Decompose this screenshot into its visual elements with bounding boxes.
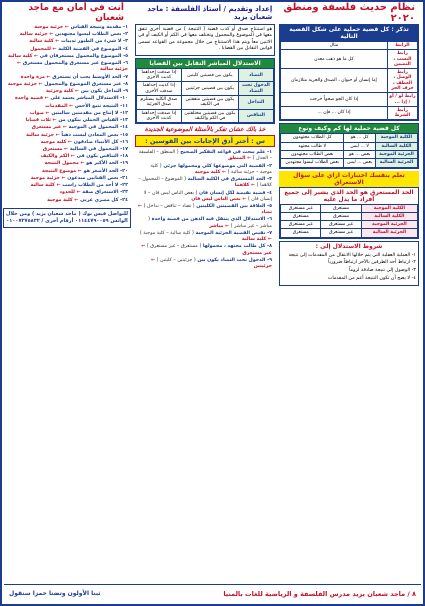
question-text: ١٧- المحمول في السالبة <box>68 146 128 152</box>
table-row <box>137 109 274 123</box>
question-options: ( كلية موجبة – جزئية سالبة ) <box>150 163 272 175</box>
list-item <box>6 32 128 38</box>
question-text: ٦- الاستدلال الذي ينتقل فيه الذهن من قضية واحدة <box>150 217 272 223</box>
list-item <box>138 217 272 229</box>
table-row <box>281 212 418 220</box>
answer-list <box>3 24 131 206</box>
row-subject: غير مستغرق <box>321 229 361 237</box>
question-text: ١- علم يبحث في قواعد التفكير الصحيح <box>178 150 272 156</box>
question-text: ١٦- كل الأنبياء صادقون <box>72 139 128 145</box>
question-options: ( مستغرق – غير مستغرق ) <box>145 244 202 250</box>
row-subject: مستغرق <box>321 204 361 212</box>
question-text: ١٥- بعض المعادن ليست ذهباً <box>59 132 128 138</box>
list-item <box>6 54 128 60</box>
table-row <box>281 159 418 167</box>
list-item: ١- العملية العقلية التي يتم خلالها الانتقال من المقدمات إلى نتيجة <box>288 252 416 258</box>
question-answer: ← جزئية موجبة <box>7 81 43 87</box>
question-text: ٨- كل طالب مجتهد ، محمولها <box>201 244 272 250</box>
question-text: ١٩- الحد الأكبر هو <box>84 161 128 167</box>
question-answer: ← صواب <box>29 110 50 116</box>
row-subject: مستغرق <box>321 212 361 220</box>
list-item <box>6 96 128 102</box>
question-answer: ← موضوع النتيجة <box>41 168 82 174</box>
list-item <box>6 198 128 204</box>
question-text: ١١- النتيجة تتبع الأخس <box>73 103 128 109</box>
question-answer: ← جزئية سالبة <box>19 32 54 38</box>
question-text: ٣- لا شيء من الطيور ثدييات <box>59 39 128 45</box>
list-item <box>6 75 128 81</box>
cond-title: شروط الاستدلال إلى : <box>315 242 383 250</box>
row-value: كل ما هو ذهب معدن <box>281 50 388 69</box>
question-text: ١٢- لا إنتاج من مقدمتين سالبتين <box>49 110 128 116</box>
list-item <box>6 39 128 45</box>
question-answer: ← جزئيتين <box>151 257 272 270</box>
list-item <box>6 169 128 175</box>
list-item <box>6 89 128 95</box>
row-label: الكلية السالبة <box>375 142 417 150</box>
question-text: ١٠- الاستدلال المباشر يعتمد على <box>48 96 128 102</box>
row-example: بعض الطلاب ليسوا مجتهدين <box>281 159 344 167</box>
table-row <box>281 50 418 69</box>
list-item <box>6 104 128 110</box>
question-text: ٦- الموضوع غير مستغرق والمحمول مستغرق <box>21 61 128 67</box>
opposition-table <box>136 68 274 123</box>
table-row <box>137 82 274 96</box>
list-item <box>6 133 128 139</box>
opposition-title: الاستدلال المباشر التقابل بين القضايا <box>136 59 274 68</box>
row-label: التضاد <box>238 68 273 82</box>
question-text: ٥- العلاقة بين القضيتين الكليتين <box>194 204 272 209</box>
question-options: ( الموضوع – المحمول – كلاهما ) <box>138 177 272 189</box>
list-item <box>6 25 128 31</box>
distribution-grid <box>280 204 418 238</box>
list-item <box>138 258 272 270</box>
mcq-banner: س : أختر أدق الإجابات بين القوسين : <box>135 135 275 147</box>
list-item <box>138 150 272 162</box>
row-predicate: مستغرق <box>281 212 321 220</box>
question-text: ١٣- القياس الحملي يتكون من <box>56 118 128 124</box>
table3-title: الحد المستغرق هو الحد الذي يشير إلى جميع أفراد ما يدل عليه <box>284 188 414 203</box>
row-label: التداخل <box>238 96 273 110</box>
question-answer: ← كلية موجبة <box>40 139 73 145</box>
table-row <box>281 69 418 93</box>
question-text: ٣- الحد المستغرق في الكلية السالبة <box>186 177 272 183</box>
row-label: الكلية السالبة <box>361 212 417 220</box>
table-row <box>281 42 418 50</box>
question-options: ( جزئيتين – كليتين ) <box>155 257 196 263</box>
table-row <box>281 229 418 237</box>
question-answer: ← ثلاث قضايا <box>25 118 57 124</box>
list-item <box>6 176 128 182</box>
question-answer: ← للمحمول <box>30 46 57 52</box>
footer-left: ثبنا الأولون وتضنا حمزا سنقول <box>9 590 101 597</box>
table-row <box>281 93 418 107</box>
row-example: كل الطلاب مجتهدون <box>281 134 344 142</box>
question-answer: ← الكم والكيف <box>40 154 75 160</box>
question-options: ( مباشر – غير مباشر ) <box>148 217 272 229</box>
intro-text: هو استنتاج صدق أو كذب قضية ( النتيجة ) من قضية أخرى تتفق معها في الموضوع والمحمول وتختلف معها في الكم أو الكيف أو في الاثنين معاً ويتم هذا الاستنتاج من خلال مجموعة من القواعد تسمى قوانين التقابل بين القضايا . <box>138 27 272 52</box>
question-options: ( المنطق – الفلسفة – الجدل ) <box>138 150 272 162</box>
row-label: الجزئية الموجبة <box>375 150 417 158</box>
mcq-list <box>135 149 275 272</box>
list-item <box>138 231 272 243</box>
question-options: ( بعض الناس ليس فان – لا إنسان فان ) <box>143 190 272 202</box>
row-label: الجزئية الموجبة <box>361 221 417 229</box>
table1-title: تذكر : كل قضية حملية على شكل القضية التالية <box>280 25 418 41</box>
question-text: ٧- نقيض القضية الجزئية الموجبة <box>193 230 272 236</box>
left-column <box>3 24 131 582</box>
question-answer: ← جزئية موجبة <box>30 175 66 181</box>
table-row <box>281 204 418 212</box>
question-text: ١- مقدمة ونتيجة القياس <box>68 25 128 30</box>
question-options: ( كلية سالبة – كلية موجبة ) <box>139 230 194 236</box>
question-answer: ← جزئية سالبة <box>26 132 60 138</box>
question-answer: ← كلية وجزئية <box>45 89 80 95</box>
question-text: ٤- قضية نقيضة لكل إنسان فان <box>197 190 272 196</box>
question-text: ٥- الموضوع والمحمول مستغرقان في <box>38 53 128 59</box>
row-value: إذا كان الجو صحواً خرجت <box>281 93 388 107</box>
question-text: ٧- الحد الأوسط يجب أن يستغرق <box>50 74 128 80</box>
quantity-quality-table <box>280 133 418 167</box>
question-text: ٢٢- لا أحد من الطلاب راسب <box>60 183 128 189</box>
list-item: ٤- لا يصح أن تكون النتيجة أعم من المقدمات <box>327 275 416 281</box>
row-subject: غير مستغرق <box>321 221 361 229</box>
row-label: الدخول تحت التضاد <box>238 82 273 96</box>
opposition-box <box>135 58 275 124</box>
middle-column <box>135 24 275 582</box>
row-between: يكون بين قضيتين متفقتين في الكيف <box>181 96 238 110</box>
question-answer: ← جزئية سالبة <box>17 61 128 73</box>
question-text: ٨- غير مستغرق الموضوع والمحمول <box>42 81 128 87</box>
question-answer: ← للحدود <box>59 190 81 196</box>
question-text: ٤- الموضوع في القضية الكلية <box>56 46 128 52</box>
list-item <box>6 61 128 73</box>
footer-right: ٨ / ماجد شعبان يزيد مدرس الفلسفة و الرياضية للغات بالمنيا <box>223 589 416 598</box>
list-item <box>6 82 128 88</box>
page-title: نظام حديث فلسفة ومنطق ٢٠٢٠ <box>283 2 415 24</box>
row-form: لا ... ليس <box>344 142 375 150</box>
list-item <box>6 47 128 53</box>
list-item <box>6 111 128 117</box>
table-row <box>137 68 274 82</box>
row-value: مثال <box>281 42 388 50</box>
row-rule: إذا كذبت إحداهما صدقت الأخرى <box>137 82 182 96</box>
list-item: ٣- الوصول إلى نتيجة صادقة لزوماً <box>349 268 416 274</box>
row-value: إما إنسان أو حيوان ، الصدق والحرية متلازمان <box>281 69 388 93</box>
row-label: التناقض <box>238 109 273 123</box>
row-label: رابط لو / أو / إذا ... <box>389 94 416 105</box>
question-answer: ← تضاد <box>138 204 272 216</box>
question-answer: ← مستغرق <box>42 146 69 152</box>
top-bar <box>4 4 421 22</box>
question-options: ( تضاد – تناقض – تداخل ) <box>142 204 195 209</box>
note-title: تعلم بنفسك اختبارات ازاي على سؤال الاستغراق <box>279 171 419 187</box>
question-answer: ← كلية سالبة <box>30 183 61 189</box>
list-item <box>138 164 272 176</box>
question-answer: ← المنطق <box>227 156 252 162</box>
contact-box: للتواصل فيس بوك ( ماجد شعبان يزيد ) ومن خلال الواتس ٠١١٤٤٧٩٠٠٥٩ أرقام أخرى / ٠١٠٠٧٢٧٥٨٣٢ <box>3 208 131 228</box>
question-answer: ← كلية موجبة <box>47 197 79 203</box>
list-item <box>6 147 128 153</box>
question-text: ١٤- المحمول في الموجبة <box>66 125 128 131</box>
proposition-table <box>279 24 419 121</box>
question-text: ٩- التداخل يكون بين <box>79 89 128 95</box>
list-item <box>138 204 272 216</box>
row-form: بعض ... ليس <box>344 159 375 167</box>
question-text: ١٨- التناقض يكون في <box>74 154 128 160</box>
list-item <box>6 125 128 131</box>
list-item <box>6 161 128 167</box>
row-value: إذا كان ... فإن ... <box>281 106 388 120</box>
row-label: الجزئية السالبة <box>361 229 417 237</box>
row-rule: صدق الكلية يستلزم صدق الجزئية <box>137 96 182 110</box>
question-text: ٢- القضية التي موضوعها كلي ومحمولها جزئي <box>161 163 272 169</box>
connector-table <box>280 41 418 120</box>
question-answer: ← كلية موجبة <box>194 169 227 175</box>
question-text: ٢٣- الاستغراق صفة <box>80 190 128 196</box>
question-answer: ← محمول النتيجة <box>44 161 85 167</box>
list-item <box>6 183 128 189</box>
question-answer: ← غير مستغرق <box>31 125 67 131</box>
list-item <box>138 244 272 256</box>
table-row <box>281 150 418 158</box>
question-answer: ← غير مستغرق <box>141 244 272 256</box>
list-item <box>138 191 272 203</box>
right-column <box>279 24 419 582</box>
row-predicate: غير مستغرق <box>281 204 321 212</box>
list-item: ٢- ارتباط أحد الطرفين بالآخر ارتباطاً ضرورياً <box>328 260 416 266</box>
question-answer: ← كلاهما <box>234 183 256 189</box>
question-answer: ← المقدمات <box>45 103 74 109</box>
row-example: لا طالب مجتهد <box>281 142 344 150</box>
intro-box <box>135 24 275 56</box>
row-between: يكون بين قضيتين مختلفتين في الكم والكيف <box>181 109 238 123</box>
question-text: ٩- الدخول تحت التضاد يكون بين <box>195 257 272 263</box>
question-answer: ← جزئية موجبة <box>34 25 69 30</box>
row-label: رابط الشرط <box>387 106 417 120</box>
question-text: ٢١- بعض الفنانين مبدعون <box>65 175 128 181</box>
row-between: يكون بين قضيتين جزئيتين <box>181 82 238 96</box>
row-predicate: مستغرق <box>281 229 321 237</box>
distribution-table <box>279 187 419 239</box>
row-label: رابط الوصل ، العطف ، حرف الجر <box>387 69 417 93</box>
footer <box>4 584 421 602</box>
question-text: ٢٠- الحد الأصغر هو <box>81 168 128 174</box>
question-answer: ← مباشر <box>209 223 230 229</box>
question-answer: ← مرة واحدة <box>20 74 51 80</box>
author-line: إعداد وتقديم / أستاذ الفلسفة : ماجد شعبان يزيد <box>147 5 273 21</box>
question-text: ٢- بعض الطلاب ليسوا مجتهدين <box>53 32 128 38</box>
row-form: بعض ... هو <box>344 150 375 158</box>
question-answer: ← بعض الناس ليس فان <box>191 196 247 202</box>
row-form: كل ... هو <box>344 134 375 142</box>
row-label: الكلية الموجبة <box>361 204 417 212</box>
question-answer: ← كلية سالبة <box>241 237 272 243</box>
row-example: بعض الطلاب مجتهدون <box>281 150 344 158</box>
list-item <box>6 118 128 124</box>
question-answer: ← كلية سالبة <box>7 53 39 59</box>
row-label: الجزئية السالبة <box>375 159 417 167</box>
list-item <box>6 190 128 196</box>
list-item <box>6 140 128 146</box>
row-label: الرابط <box>387 42 417 50</box>
table-row <box>281 106 418 120</box>
row-rule: إذا صدقت إحداهما كذبت الأخرى <box>137 109 182 123</box>
conditions-box <box>279 241 419 287</box>
list-item <box>6 154 128 160</box>
row-label: الكلية الموجبة <box>375 134 417 142</box>
row-rule: إذا صدقت إحداهما كذبت الأخرى <box>137 68 182 82</box>
table-row <box>281 142 418 150</box>
row-predicate: غير مستغرق <box>281 221 321 229</box>
table-row <box>137 96 274 110</box>
table-row <box>281 221 418 229</box>
slogan: أنت في أمان مع ماجد شعبان <box>28 3 124 23</box>
question-answer: ← قضية واحدة <box>14 96 49 102</box>
italic-title: خذ بالك عشان تفكر بالأسئلة الموضوعية الجديدة <box>144 126 266 134</box>
question-answer: ← كلية سالبة <box>29 39 60 45</box>
cond-list <box>280 251 418 286</box>
table-row <box>281 134 418 142</box>
question-text: ٢٤- كل مصري عربي <box>78 197 128 203</box>
row-between: يكون بين قضيتين كليتين <box>181 68 238 82</box>
row-label: رابط النسب ، التضمن <box>387 50 417 69</box>
list-item <box>138 177 272 189</box>
table2-title: كل قضية حملية لها كم وكيف ونوع <box>280 124 418 133</box>
quantity-table <box>279 123 419 168</box>
